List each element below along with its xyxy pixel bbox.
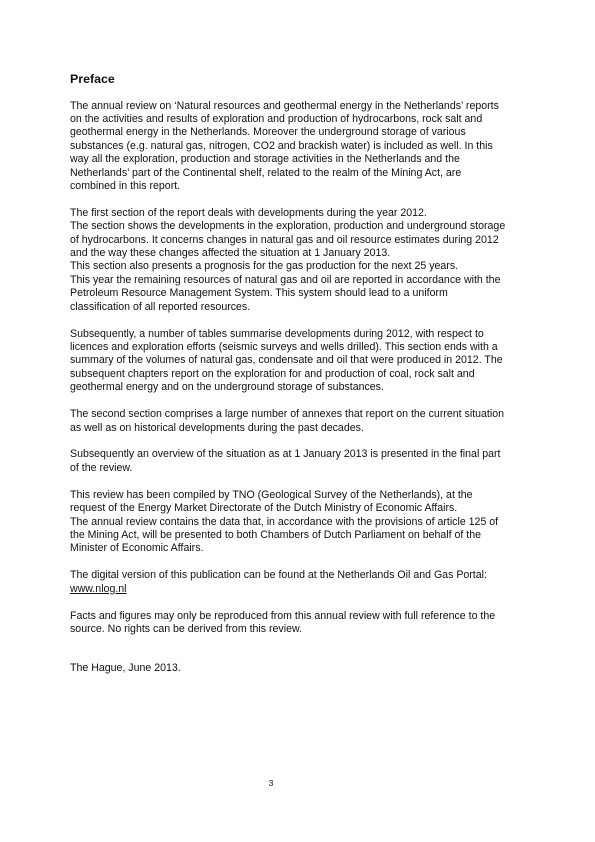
- text-line: The first section of the report deals with developments during the year 2012.: [70, 206, 427, 219]
- text-line: source. No rights can be derived from this review.: [70, 623, 302, 635]
- text-line: The section shows the developments in the exploration, production and underground storage: [70, 220, 506, 233]
- text-line: Netherlands’ part of the Continental shelf, related to the realm of the Mining Act, are: [70, 166, 462, 179]
- text-line: subsequent chapters report on the exploration for and production of coal, rock salt and: [70, 367, 475, 380]
- text-line: of hydrocarbons. It concerns changes in natural gas and oil resource estimates during 2012: [70, 233, 499, 246]
- text-line: classification of all reported resources.: [70, 300, 251, 313]
- text-line: on the activities and results of exploration and production of hydrocarbons, rock salt and: [70, 112, 483, 125]
- nlog-portal-link[interactable]: www.nlog.nl: [70, 582, 127, 595]
- text-line: as well as on historical developments during the past decades.: [70, 421, 364, 434]
- text-line: request of the Energy Market Directorate of the Dutch Ministry of Economic Affairs.: [70, 502, 458, 515]
- text-line: Subsequently, a number of tables summarise developments during 2012, with respect to: [70, 327, 484, 340]
- overview-paragraph: [70, 448, 528, 475]
- intro-paragraph: [70, 100, 528, 194]
- text-line: This section also presents a prognosis for the gas production for the next 25 years.: [70, 260, 459, 273]
- text-line: The second section comprises a large number of annexes that report on the current situation: [70, 408, 504, 421]
- portal-paragraph: [70, 569, 528, 596]
- text-line: Petroleum Resource Management System. This system should lead to a uniform: [70, 287, 448, 300]
- page-number: 3: [268, 778, 274, 788]
- portal-line: [70, 583, 528, 596]
- text-line: the Mining Act, will be presented to both Chambers of Dutch Parliament on behalf of the: [70, 528, 482, 541]
- text-line: This year the remaining resources of natural gas and oil are reported in accordance with the: [70, 273, 501, 286]
- text-line: The annual review contains the data that, in accordance with the provisions of article 125 of: [70, 515, 499, 528]
- text-line: geothermal energy in the Netherlands. Moreover the underground storage of various: [70, 126, 466, 139]
- text-line: summary of the volumes of natural gas, condensate and oil that were produced in 2012. The: [70, 354, 503, 367]
- text-line: Subsequently an overview of the situation as at 1 January 2013 is presented in the final part: [70, 448, 501, 461]
- text-line: of the review.: [70, 461, 133, 474]
- text-line: Minister of Economic Affairs.: [70, 542, 204, 555]
- compilation-paragraph: [70, 489, 528, 556]
- rights-paragraph: [70, 610, 528, 637]
- text-line: This review has been compiled by TNO (Geological Survey of the Netherlands), at the: [70, 488, 473, 501]
- text-line: The digital version of this publication can be found at the Netherlands Oil and Gas Portal:: [70, 569, 487, 582]
- text-line: substances (e.g. natural gas, nitrogen, CO2 and brackish water) is included as well. In this: [70, 139, 493, 152]
- document-page: [70, 72, 528, 689]
- second-section-paragraph: [70, 408, 528, 435]
- text-line: combined in this report.: [70, 179, 181, 192]
- first-section-paragraph: [70, 207, 528, 314]
- text-line: licences and exploration efforts (seismic surveys and wells drilled). This section ends with a: [70, 341, 498, 353]
- signoff-line: The Hague, June 2013.: [70, 662, 181, 675]
- page-title: Preface: [70, 72, 115, 86]
- text-line: and the way these changes affected the situation at 1 January 2013.: [70, 247, 391, 260]
- text-line: Facts and figures may only be reproduced from this annual review with full reference to the: [70, 609, 496, 622]
- text-line: geothermal energy and on the underground storage of substances.: [70, 381, 384, 394]
- text-line: The annual review on ‘Natural resources and geothermal energy in the Netherlands’ reports: [70, 99, 499, 112]
- text-line: way all the exploration, production and storage activities in the Netherlands and the: [70, 153, 460, 166]
- tables-summary-paragraph: [70, 328, 528, 395]
